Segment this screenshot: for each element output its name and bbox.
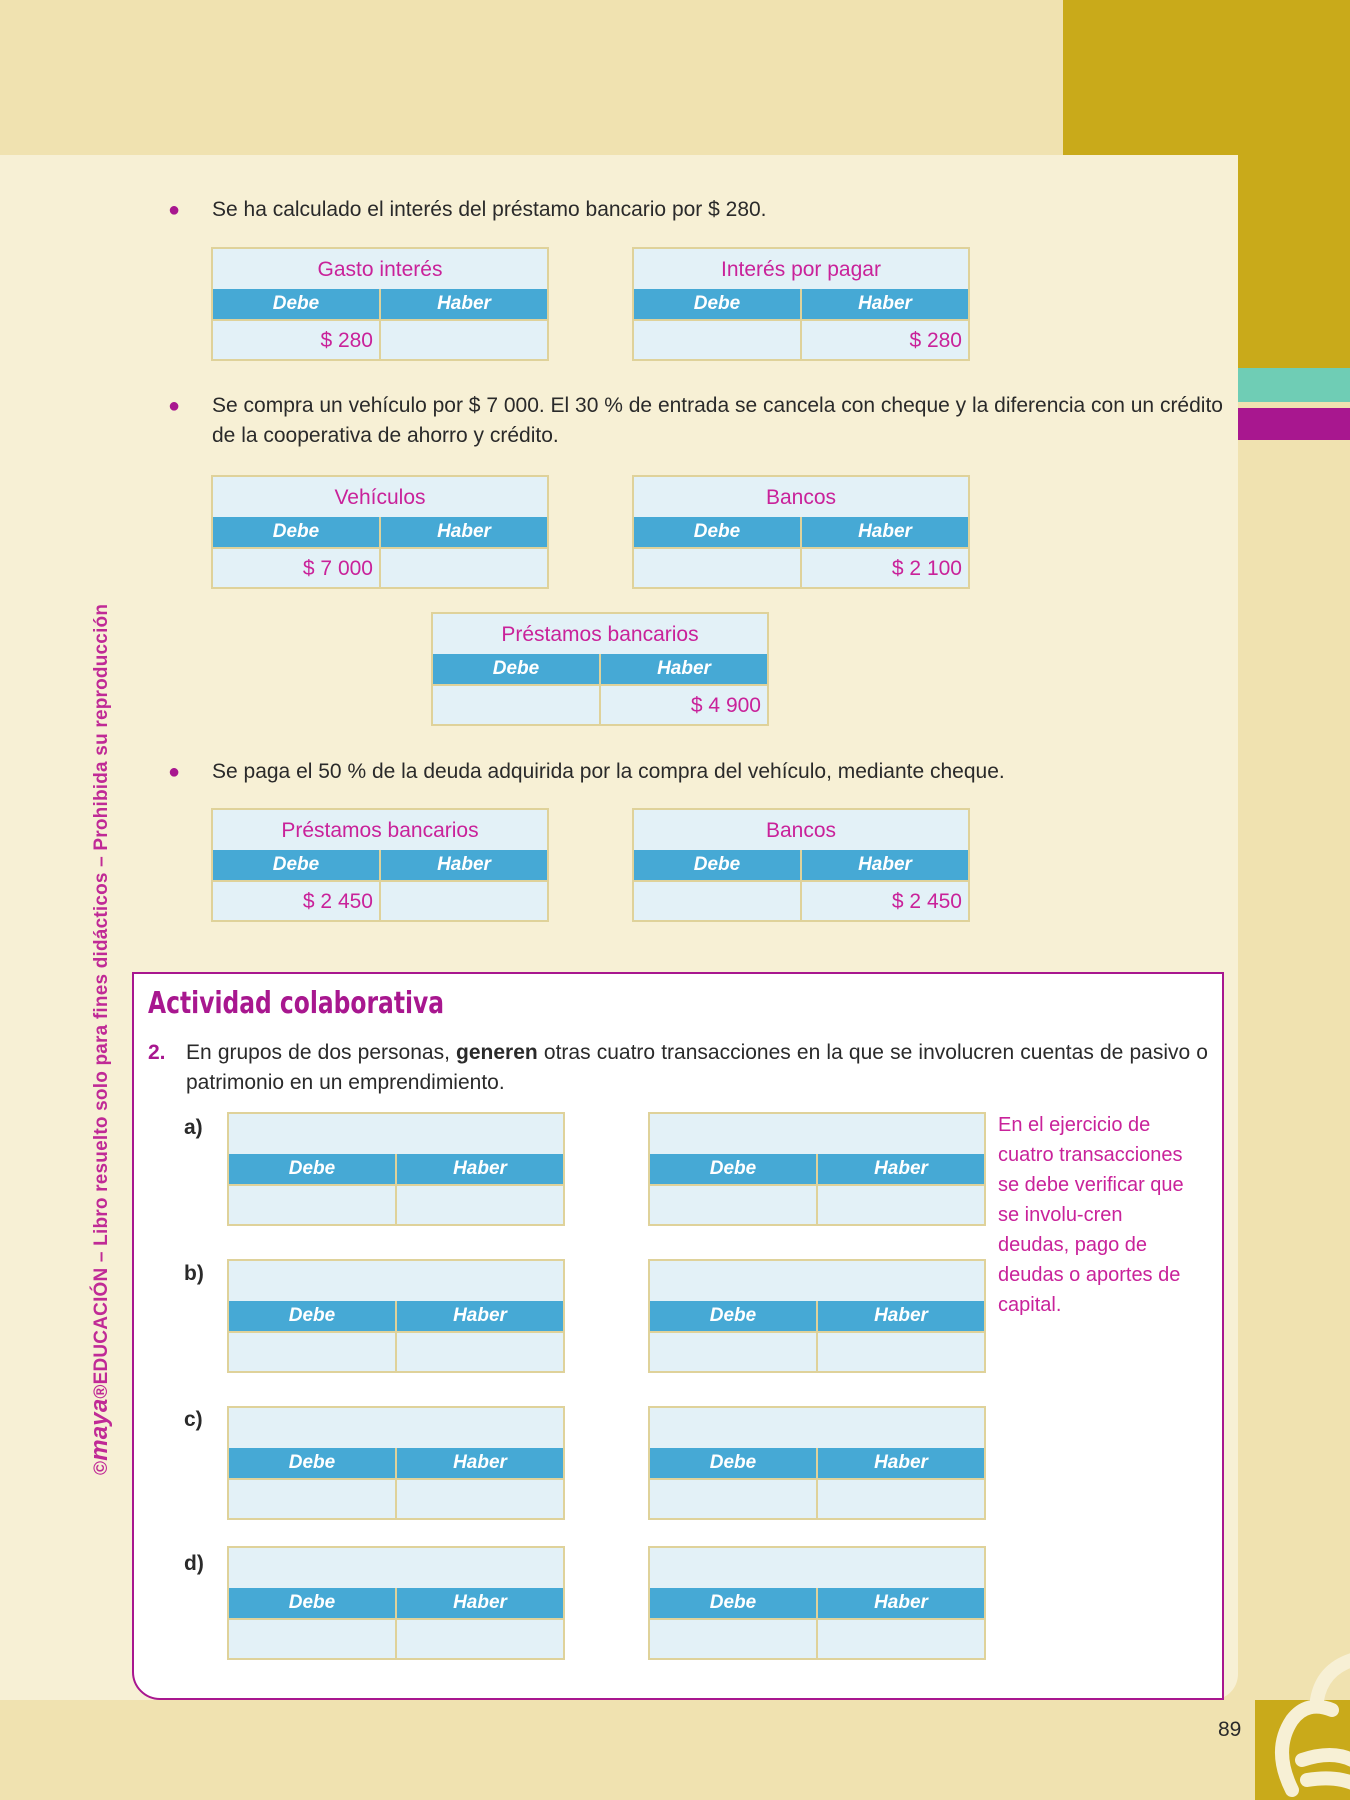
debe-label: Debe [693, 521, 741, 542]
blank-t-account[interactable] [648, 1546, 986, 1660]
debe-label: Debe [693, 293, 741, 314]
t-account-header [213, 289, 547, 319]
t-account-header [634, 850, 968, 880]
item-letter: c) [184, 1408, 203, 1431]
collaborative-activity-box [132, 972, 1224, 1700]
t-account-title: Vehículos [334, 486, 426, 509]
debe-value[interactable] [650, 1333, 816, 1371]
t-account-header [634, 289, 968, 319]
blank-t-account[interactable] [227, 1259, 565, 1373]
haber-value[interactable] [816, 1186, 984, 1224]
debe-label: Debe [272, 293, 320, 314]
t-account-row[interactable] [650, 1331, 984, 1371]
t-account-header [650, 1448, 984, 1478]
bullet-dot-icon: ● [168, 199, 181, 221]
debe-value[interactable] [650, 1480, 816, 1518]
t-account [211, 247, 549, 361]
t-account-title: Bancos [765, 486, 837, 509]
magenta-tab [1238, 408, 1350, 440]
haber-value [379, 321, 547, 359]
haber-label: Haber [816, 1301, 984, 1331]
activity-question [148, 1038, 1208, 1098]
blank-title[interactable] [650, 1548, 984, 1588]
t-account-row [213, 547, 547, 587]
haber-value: $ 4 900 [599, 686, 767, 724]
haber-label: Haber [379, 850, 547, 880]
t-account-row[interactable] [650, 1184, 984, 1224]
haber-value[interactable] [816, 1620, 984, 1658]
copyright-symbol: © [91, 1460, 112, 1475]
haber-label: Haber [395, 1154, 563, 1184]
t-account-header [213, 517, 547, 547]
question-text-bold: generen [456, 1041, 538, 1064]
haber-value [379, 549, 547, 587]
bullet-dot-icon: ● [168, 761, 181, 783]
blank-title[interactable] [229, 1114, 563, 1154]
haber-value[interactable] [395, 1620, 563, 1658]
blank-title[interactable] [229, 1261, 563, 1301]
blank-t-account[interactable] [227, 1406, 565, 1520]
haber-label: Haber [395, 1448, 563, 1478]
debe-value[interactable] [229, 1333, 395, 1371]
bullet-text: Se paga el 50 % de la deuda adquirida por la compra del vehículo, mediante cheque. [212, 760, 1005, 783]
question-number: 2. [148, 1041, 166, 1064]
debe-label: Debe [288, 1452, 336, 1473]
debe-label: Debe [709, 1158, 757, 1179]
item-letter: b) [184, 1262, 204, 1285]
blank-title[interactable] [229, 1548, 563, 1588]
t-account-row[interactable] [650, 1478, 984, 1518]
t-account-row [634, 319, 968, 359]
t-account-row [213, 880, 547, 920]
activity-title: Actividad colaborativa [148, 986, 445, 1021]
t-account-row[interactable] [229, 1184, 563, 1224]
haber-label: Haber [816, 1588, 984, 1618]
haber-label: Haber [599, 654, 767, 684]
copyright-watermark [86, 604, 114, 1475]
t-account-row[interactable] [229, 1331, 563, 1371]
debe-value [433, 686, 599, 724]
t-account-header [229, 1301, 563, 1331]
bullet-item [168, 391, 1228, 451]
t-account-row[interactable] [229, 1618, 563, 1658]
blank-t-account[interactable] [648, 1259, 986, 1373]
blank-title[interactable] [650, 1261, 984, 1301]
debe-value[interactable] [229, 1186, 395, 1224]
haber-label: Haber [395, 1301, 563, 1331]
bullet-dot-icon: ● [168, 395, 181, 417]
t-account [632, 808, 970, 922]
haber-label: Haber [816, 1154, 984, 1184]
debe-label: Debe [709, 1305, 757, 1326]
hand-icon [1262, 1640, 1350, 1800]
watermark-text: EDUCACIÓN – Libro resuelto solo para fines didácticos – Prohibida su reproducción [91, 603, 112, 1385]
t-account-row [634, 547, 968, 587]
haber-label: Haber [800, 850, 968, 880]
haber-label: Haber [800, 517, 968, 547]
blank-title[interactable] [650, 1408, 984, 1448]
debe-value[interactable] [650, 1186, 816, 1224]
blank-title[interactable] [650, 1114, 984, 1154]
registered-symbol: ® [91, 1384, 112, 1399]
brand-name: maya [86, 1398, 113, 1461]
haber-value [379, 882, 547, 920]
t-account-header [433, 654, 767, 684]
debe-value: $ 280 [320, 329, 373, 352]
debe-value[interactable] [229, 1480, 395, 1518]
teacher-note: En el ejercicio de cuatro transacciones se debe verificar que se involu-cren deudas, pago de deudas o aportes de capital. [998, 1114, 1184, 1316]
t-account-row [634, 880, 968, 920]
t-account-header [229, 1448, 563, 1478]
t-account [431, 612, 769, 726]
t-account-title: Préstamos bancarios [501, 623, 699, 646]
t-account [211, 475, 549, 589]
debe-value [634, 549, 800, 587]
haber-value: $ 280 [800, 321, 968, 359]
blank-t-account[interactable] [227, 1546, 565, 1660]
t-account-header [650, 1301, 984, 1331]
blank-title[interactable] [229, 1408, 563, 1448]
debe-label: Debe [288, 1158, 336, 1179]
debe-value[interactable] [229, 1620, 395, 1658]
teal-tab [1238, 368, 1350, 402]
question-text-post: otras cuatro transacciones en la que se involucren cuentas de pasivo o patrimonio en un emprendimiento. [186, 1041, 1208, 1094]
haber-label: Haber [379, 517, 547, 547]
t-account-header [213, 850, 547, 880]
question-text-pre: En grupos de dos personas, [186, 1041, 457, 1064]
t-account-header [229, 1154, 563, 1184]
t-account-title: Interés por pagar [721, 258, 881, 281]
t-account-header [650, 1588, 984, 1618]
debe-label: Debe [272, 854, 320, 875]
t-account-title: Gasto interés [317, 258, 443, 281]
t-account-title: Bancos [765, 819, 837, 842]
debe-value[interactable] [650, 1620, 816, 1658]
debe-label: Debe [272, 521, 320, 542]
blank-t-account[interactable] [648, 1112, 986, 1226]
debe-label: Debe [709, 1592, 757, 1613]
debe-label: Debe [288, 1592, 336, 1613]
debe-value [634, 882, 800, 920]
bullet-item [168, 757, 1228, 787]
haber-value[interactable] [395, 1333, 563, 1371]
haber-value: $ 2 450 [800, 882, 968, 920]
blank-t-account[interactable] [227, 1112, 565, 1226]
bullet-item [168, 195, 1228, 225]
item-letter: d) [184, 1552, 204, 1575]
t-account-row [213, 319, 547, 359]
t-account-row[interactable] [229, 1478, 563, 1518]
haber-label: Haber [379, 289, 547, 319]
debe-label: Debe [693, 854, 741, 875]
item-letter: a) [184, 1116, 203, 1139]
haber-label: Haber [395, 1588, 563, 1618]
t-account-header [229, 1588, 563, 1618]
debe-label: Debe [492, 658, 540, 679]
t-account-header [634, 517, 968, 547]
t-account-row[interactable] [650, 1618, 984, 1658]
haber-label: Haber [816, 1448, 984, 1478]
haber-value: $ 2 100 [800, 549, 968, 587]
t-account [211, 808, 549, 922]
question-text [186, 1038, 1208, 1098]
debe-value: $ 7 000 [302, 557, 373, 580]
haber-value[interactable] [816, 1333, 984, 1371]
t-account-header [650, 1154, 984, 1184]
haber-value[interactable] [395, 1186, 563, 1224]
bullet-text: Se compra un vehículo por $ 7 000. El 30 % de entrada se cancela con cheque y la diferencia con un crédito de la cooperativa de ahorro y crédito. [212, 394, 1223, 447]
t-account [632, 247, 970, 361]
t-account [632, 475, 970, 589]
debe-label: Debe [709, 1452, 757, 1473]
t-account-row [433, 684, 767, 724]
bullet-text: Se ha calculado el interés del préstamo bancario por $ 280. [212, 198, 767, 221]
t-account-title: Préstamos bancarios [281, 819, 479, 842]
page-number: 89 [1218, 1718, 1242, 1741]
haber-label: Haber [800, 289, 968, 319]
haber-value[interactable] [395, 1480, 563, 1518]
debe-label: Debe [288, 1305, 336, 1326]
blank-t-account[interactable] [648, 1406, 986, 1520]
debe-value [634, 321, 800, 359]
haber-value[interactable] [816, 1480, 984, 1518]
debe-value: $ 2 450 [302, 890, 373, 913]
